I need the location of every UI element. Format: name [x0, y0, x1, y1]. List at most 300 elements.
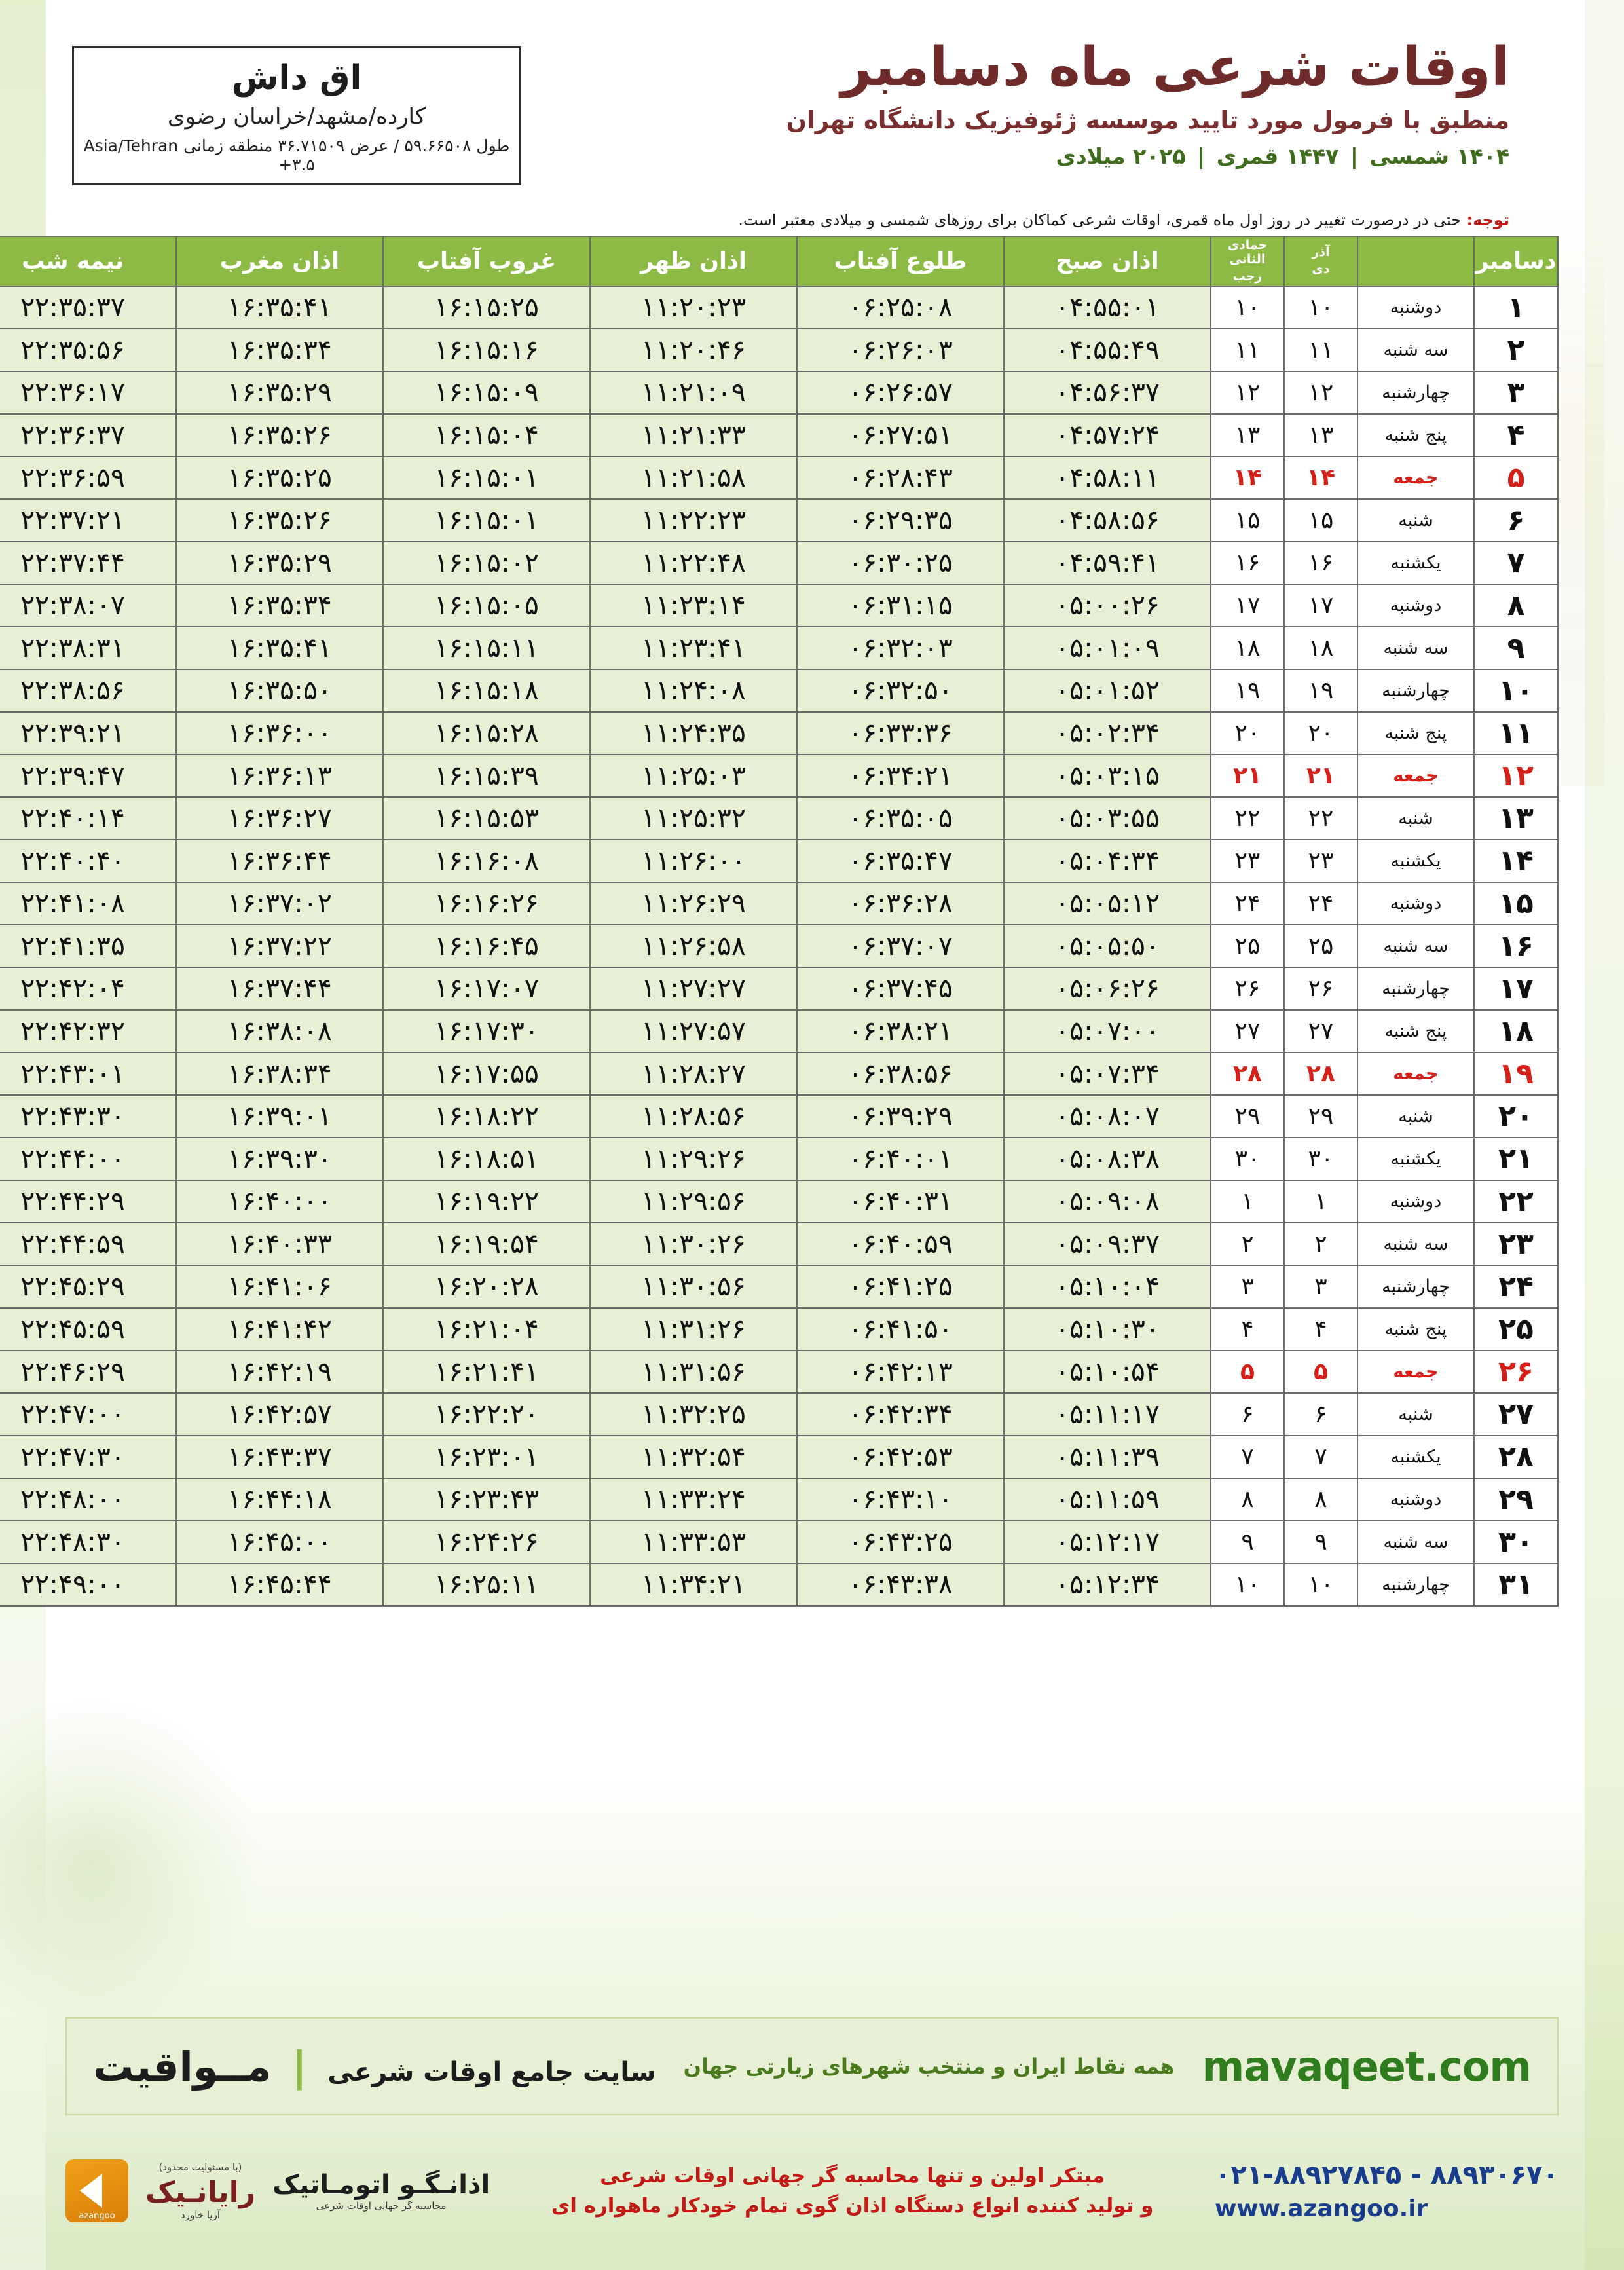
- cell-fajr: ۰۴:۵۹:۴۱: [1004, 542, 1211, 584]
- cell-fajr: ۰۵:۱۲:۳۴: [1004, 1563, 1211, 1606]
- cell-sunset: ۱۶:۲۲:۲۰: [383, 1393, 590, 1436]
- page-subtitle: منطبق با فرمول مورد تایید موسسه ژئوفیزیک دانشگاه تهران: [786, 106, 1509, 135]
- cell-weekday: شنبه: [1357, 1393, 1474, 1436]
- table-header-row: [0, 236, 1558, 286]
- cell-sunset: ۱۶:۱۵:۱۸: [383, 669, 590, 712]
- logo-rayaneek-sub: (با مسئولیت محدود): [158, 2161, 242, 2173]
- cell-sunset: ۱۶:۲۰:۲۸: [383, 1265, 590, 1308]
- table-row: [0, 1563, 1558, 1606]
- year-shamsi: ۱۴۰۴ شمسی: [1369, 143, 1509, 170]
- cell-midnight: ۲۲:۳۹:۴۷: [0, 754, 176, 797]
- logo-rayaneek-title: رایانـیک: [145, 2175, 256, 2209]
- cell-dhuhr: ۱۱:۲۰:۲۳: [590, 286, 797, 329]
- cell-sunset: ۱۶:۱۹:۵۴: [383, 1223, 590, 1265]
- table-row: [0, 840, 1558, 882]
- company-slogan: [490, 2161, 1215, 2222]
- th-maghreb: اذان مغرب: [176, 236, 383, 286]
- cell-qamari: ۲: [1211, 1223, 1284, 1265]
- cell-midnight: ۲۲:۴۷:۰۰: [0, 1393, 176, 1436]
- th-shamsi: [1284, 236, 1357, 286]
- cell-dhuhr: ۱۱:۲۶:۲۹: [590, 882, 797, 925]
- cell-maghrib: ۱۶:۴۲:۵۷: [176, 1393, 383, 1436]
- cell-sunrise: ۰۶:۳۲:۵۰: [797, 669, 1004, 712]
- cell-maghrib: ۱۶:۴۵:۰۰: [176, 1521, 383, 1563]
- cell-dhuhr: ۱۱:۲۸:۲۷: [590, 1052, 797, 1095]
- cell-maghrib: ۱۶:۳۹:۰۱: [176, 1095, 383, 1138]
- cell-midnight: ۲۲:۴۷:۳۰: [0, 1436, 176, 1478]
- cell-fajr: ۰۵:۰۹:۰۸: [1004, 1180, 1211, 1223]
- logo-azangoo-title: اذانـگـو اتومـاتیک: [272, 2170, 490, 2200]
- cell-sunrise: ۰۶:۴۳:۲۵: [797, 1521, 1004, 1563]
- cell-midnight: ۲۲:۴۵:۲۹: [0, 1265, 176, 1308]
- cell-weekday: یکشنبه: [1357, 840, 1474, 882]
- cell-midnight: ۲۲:۴۴:۲۹: [0, 1180, 176, 1223]
- cell-qamari: ۱۰: [1211, 1563, 1284, 1606]
- cell-sunrise: ۰۶:۳۳:۳۶: [797, 712, 1004, 754]
- th-qamari-bot: رجب: [1232, 269, 1263, 284]
- th-shamsi-bot: دی: [1312, 261, 1330, 276]
- cell-shamsi: ۱۴: [1284, 456, 1357, 499]
- cell-sunset: ۱۶:۱۵:۰۱: [383, 499, 590, 542]
- th-sobh: اذان صبح: [1004, 236, 1211, 286]
- logo-rayaneek-tiny: آریا خاورد: [181, 2208, 220, 2221]
- phone-numbers: ۰۲۱-۸۸۹۲۷۸۴۵ - ۸۸۹۳۰۶۷۰: [1215, 2159, 1559, 2190]
- table-row: [0, 1393, 1558, 1436]
- cell-midnight: ۲۲:۴۴:۰۰: [0, 1138, 176, 1180]
- cell-maghrib: ۱۶:۳۵:۲۹: [176, 371, 383, 414]
- prayer-times-table: [0, 236, 1559, 1607]
- cell-shamsi: ۲۵: [1284, 925, 1357, 967]
- cell-sunset: ۱۶:۱۶:۴۵: [383, 925, 590, 967]
- table-row: [0, 1010, 1558, 1052]
- th-dow: [1357, 236, 1474, 286]
- cell-qamari: ۳: [1211, 1265, 1284, 1308]
- table-row: [0, 925, 1558, 967]
- cell-qamari: ۴: [1211, 1308, 1284, 1350]
- cell-shamsi: ۱۷: [1284, 584, 1357, 627]
- cell-day: ۳: [1474, 371, 1558, 414]
- cell-qamari: ۲۰: [1211, 712, 1284, 754]
- brand-tagline: [684, 2054, 1175, 2079]
- cell-day: ۳۱: [1474, 1563, 1558, 1606]
- table-row: [0, 542, 1558, 584]
- cell-fajr: ۰۵:۱۱:۵۹: [1004, 1478, 1211, 1521]
- cell-maghrib: ۱۶:۴۵:۴۴: [176, 1563, 383, 1606]
- cell-qamari: ۷: [1211, 1436, 1284, 1478]
- cell-shamsi: ۱۶: [1284, 542, 1357, 584]
- cell-weekday: شنبه: [1357, 1095, 1474, 1138]
- cell-qamari: ۲۶: [1211, 967, 1284, 1010]
- logo-azangoo-sub: محاسبه گر جهانی اوقات شرعی: [316, 2200, 447, 2212]
- cell-shamsi: ۷: [1284, 1436, 1357, 1478]
- cell-qamari: ۱۷: [1211, 584, 1284, 627]
- cell-qamari: ۸: [1211, 1478, 1284, 1521]
- cell-day: ۲۷: [1474, 1393, 1558, 1436]
- cell-sunrise: ۰۶:۴۰:۳۱: [797, 1180, 1004, 1223]
- footer-bottom: [65, 2135, 1559, 2246]
- brand-separator: |: [292, 2042, 307, 2091]
- year-sep-2: |: [1197, 143, 1206, 170]
- cell-fajr: ۰۵:۱۰:۳۰: [1004, 1308, 1211, 1350]
- cell-day: ۱۱: [1474, 712, 1558, 754]
- brand-name-fa: [93, 2043, 656, 2091]
- cell-fajr: ۰۵:۰۳:۱۵: [1004, 754, 1211, 797]
- table-row: [0, 286, 1558, 329]
- cell-midnight: ۲۲:۴۵:۵۹: [0, 1308, 176, 1350]
- cell-sunset: ۱۶:۱۵:۳۹: [383, 754, 590, 797]
- cell-maghrib: ۱۶:۳۵:۲۹: [176, 542, 383, 584]
- cell-weekday: دوشنبه: [1357, 286, 1474, 329]
- speaker-icon-label: azangoo: [79, 2211, 115, 2221]
- city-region: کارده/مشهد/خراسان رضوی: [167, 103, 426, 130]
- cell-fajr: ۰۵:۰۷:۳۴: [1004, 1052, 1211, 1095]
- cell-weekday: چهارشنبه: [1357, 967, 1474, 1010]
- cell-sunset: ۱۶:۱۵:۰۴: [383, 414, 590, 456]
- cell-qamari: ۱۲: [1211, 371, 1284, 414]
- cell-shamsi: ۱۳: [1284, 414, 1357, 456]
- table-row: [0, 1138, 1558, 1180]
- cell-weekday: چهارشنبه: [1357, 371, 1474, 414]
- cell-day: ۲۱: [1474, 1138, 1558, 1180]
- cell-qamari: ۵: [1211, 1350, 1284, 1393]
- cell-sunset: ۱۶:۱۵:۰۲: [383, 542, 590, 584]
- cell-shamsi: ۲: [1284, 1223, 1357, 1265]
- cell-fajr: ۰۵:۱۰:۰۴: [1004, 1265, 1211, 1308]
- cell-day: ۸: [1474, 584, 1558, 627]
- cell-day: ۲۹: [1474, 1478, 1558, 1521]
- th-ghorub: غروب آفتاب: [383, 236, 590, 286]
- cell-dhuhr: ۱۱:۲۷:۵۷: [590, 1010, 797, 1052]
- cell-qamari: ۲۵: [1211, 925, 1284, 967]
- cell-shamsi: ۸: [1284, 1478, 1357, 1521]
- cell-weekday: جمعه: [1357, 1052, 1474, 1095]
- cell-qamari: ۱۳: [1211, 414, 1284, 456]
- year-sep-1: |: [1350, 143, 1358, 170]
- cell-dhuhr: ۱۱:۲۶:۵۸: [590, 925, 797, 967]
- cell-shamsi: ۲۶: [1284, 967, 1357, 1010]
- cell-midnight: ۲۲:۴۳:۰۱: [0, 1052, 176, 1095]
- cell-fajr: ۰۵:۰۶:۲۶: [1004, 967, 1211, 1010]
- cell-sunrise: ۰۶:۳۸:۵۶: [797, 1052, 1004, 1095]
- cell-qamari: ۱: [1211, 1180, 1284, 1223]
- cell-sunset: ۱۶:۲۴:۲۶: [383, 1521, 590, 1563]
- cell-dhuhr: ۱۱:۲۴:۰۸: [590, 669, 797, 712]
- cell-midnight: ۲۲:۳۶:۳۷: [0, 414, 176, 456]
- page-header: [0, 36, 1624, 229]
- th-nimeshab: نیمه شب: [0, 236, 176, 286]
- cell-qamari: ۱۴: [1211, 456, 1284, 499]
- cell-day: ۱۴: [1474, 840, 1558, 882]
- cell-day: ۶: [1474, 499, 1558, 542]
- brand-name-fa-main: مــواقیت: [93, 2042, 272, 2091]
- cell-shamsi: ۵: [1284, 1350, 1357, 1393]
- cell-sunrise: ۰۶:۳۵:۴۷: [797, 840, 1004, 882]
- cell-dhuhr: ۱۱:۲۹:۵۶: [590, 1180, 797, 1223]
- cell-sunrise: ۰۶:۴۳:۱۰: [797, 1478, 1004, 1521]
- cell-sunrise: ۰۶:۴۰:۵۹: [797, 1223, 1004, 1265]
- cell-midnight: ۲۲:۴۲:۰۴: [0, 967, 176, 1010]
- table-row: [0, 1223, 1558, 1265]
- cell-sunset: ۱۶:۲۳:۰۱: [383, 1436, 590, 1478]
- cell-midnight: ۲۲:۳۶:۵۹: [0, 456, 176, 499]
- cell-fajr: ۰۵:۰۵:۵۰: [1004, 925, 1211, 967]
- cell-qamari: ۱۵: [1211, 499, 1284, 542]
- cell-maghrib: ۱۶:۳۷:۴۴: [176, 967, 383, 1010]
- cell-shamsi: ۲۸: [1284, 1052, 1357, 1095]
- cell-sunrise: ۰۶:۳۷:۴۵: [797, 967, 1004, 1010]
- cell-sunset: ۱۶:۱۵:۵۳: [383, 797, 590, 840]
- cell-fajr: ۰۵:۱۱:۱۷: [1004, 1393, 1211, 1436]
- decor-blob: [0, 1694, 262, 2034]
- table-row: [0, 584, 1558, 627]
- cell-dhuhr: ۱۱:۳۰:۵۶: [590, 1265, 797, 1308]
- cell-maghrib: ۱۶:۳۹:۳۰: [176, 1138, 383, 1180]
- cell-day: ۱: [1474, 286, 1558, 329]
- cell-sunrise: ۰۶:۳۶:۲۸: [797, 882, 1004, 925]
- contact-block: [1215, 2160, 1559, 2222]
- cell-dhuhr: ۱۱:۲۱:۳۳: [590, 414, 797, 456]
- prayer-times-table-wrap: [20, 236, 1559, 1607]
- cell-qamari: ۱۹: [1211, 669, 1284, 712]
- cell-fajr: ۰۵:۰۱:۵۲: [1004, 669, 1211, 712]
- footer-logos: [65, 2159, 490, 2222]
- cell-midnight: ۲۲:۳۵:۳۷: [0, 286, 176, 329]
- cell-midnight: ۲۲:۴۱:۳۵: [0, 925, 176, 967]
- cell-sunset: ۱۶:۱۵:۲۵: [383, 286, 590, 329]
- cell-shamsi: ۲۹: [1284, 1095, 1357, 1138]
- cell-day: ۱۵: [1474, 882, 1558, 925]
- cell-midnight: ۲۲:۳۸:۰۷: [0, 584, 176, 627]
- cell-maghrib: ۱۶:۴۰:۰۰: [176, 1180, 383, 1223]
- cell-fajr: ۰۵:۰۱:۰۹: [1004, 627, 1211, 669]
- table-row: [0, 456, 1558, 499]
- cell-qamari: ۲۱: [1211, 754, 1284, 797]
- brand-name-fa-sub: سایت جامع اوقات شرعی: [327, 2056, 656, 2087]
- th-qamari: [1211, 236, 1284, 286]
- cell-sunset: ۱۶:۱۶:۰۸: [383, 840, 590, 882]
- cell-sunset: ۱۶:۲۱:۴۱: [383, 1350, 590, 1393]
- speaker-icon: [65, 2159, 128, 2222]
- year-qamari: ۱۴۴۷ قمری: [1216, 143, 1339, 170]
- city-coordinates: طول ۵۹.۶۶۵۰۸ / عرض ۳۶.۷۱۵۰۹ منطقه زمانی Asia/Tehran ۳.۵+: [83, 136, 510, 175]
- cell-maghrib: ۱۶:۴۰:۳۳: [176, 1223, 383, 1265]
- cell-maghrib: ۱۶:۳۶:۱۳: [176, 754, 383, 797]
- cell-dhuhr: ۱۱:۲۵:۰۳: [590, 754, 797, 797]
- cell-sunrise: ۰۶:۳۵:۰۵: [797, 797, 1004, 840]
- cell-dhuhr: ۱۱:۲۲:۴۸: [590, 542, 797, 584]
- cell-sunrise: ۰۶:۲۹:۳۵: [797, 499, 1004, 542]
- cell-shamsi: ۲۰: [1284, 712, 1357, 754]
- cell-weekday: چهارشنبه: [1357, 1265, 1474, 1308]
- cell-day: ۲: [1474, 329, 1558, 371]
- th-miladi: دسامبر: [1474, 236, 1558, 286]
- cell-dhuhr: ۱۱:۲۸:۵۶: [590, 1095, 797, 1138]
- cell-fajr: ۰۴:۵۷:۲۴: [1004, 414, 1211, 456]
- cell-fajr: ۰۴:۵۶:۳۷: [1004, 371, 1211, 414]
- cell-dhuhr: ۱۱:۳۳:۲۴: [590, 1478, 797, 1521]
- cell-day: ۲۴: [1474, 1265, 1558, 1308]
- cell-shamsi: ۱۹: [1284, 669, 1357, 712]
- logo-azangoo: [272, 2170, 490, 2212]
- table-row: [0, 1052, 1558, 1095]
- city-info-box: [72, 46, 521, 185]
- cell-sunrise: ۰۶:۲۷:۵۱: [797, 414, 1004, 456]
- cell-shamsi: ۱۰: [1284, 286, 1357, 329]
- note-line: [72, 211, 1509, 229]
- cell-fajr: ۰۵:۰۰:۲۶: [1004, 584, 1211, 627]
- cell-shamsi: ۱۲: [1284, 371, 1357, 414]
- cell-sunrise: ۰۶:۴۲:۳۴: [797, 1393, 1004, 1436]
- cell-sunrise: ۰۶:۳۴:۲۱: [797, 754, 1004, 797]
- cell-weekday: پنج شنبه: [1357, 1010, 1474, 1052]
- cell-dhuhr: ۱۱:۳۰:۲۶: [590, 1223, 797, 1265]
- cell-fajr: ۰۵:۰۳:۵۵: [1004, 797, 1211, 840]
- cell-maghrib: ۱۶:۴۱:۰۶: [176, 1265, 383, 1308]
- cell-weekday: شنبه: [1357, 797, 1474, 840]
- logo-rayaneek: [145, 2161, 255, 2221]
- cell-midnight: ۲۲:۳۷:۴۴: [0, 542, 176, 584]
- cell-qamari: ۱۶: [1211, 542, 1284, 584]
- cell-sunrise: ۰۶:۴۲:۱۳: [797, 1350, 1004, 1393]
- table-row: [0, 1478, 1558, 1521]
- cell-sunset: ۱۶:۱۵:۱۶: [383, 329, 590, 371]
- cell-qamari: ۶: [1211, 1393, 1284, 1436]
- brand-website[interactable]: mavaqeet.com: [1202, 2042, 1531, 2091]
- cell-sunrise: ۰۶:۳۱:۱۵: [797, 584, 1004, 627]
- cell-maghrib: ۱۶:۳۵:۴۱: [176, 627, 383, 669]
- table-row: [0, 754, 1558, 797]
- table-row: [0, 499, 1558, 542]
- cell-midnight: ۲۲:۴۸:۰۰: [0, 1478, 176, 1521]
- table-row: [0, 414, 1558, 456]
- cell-weekday: یکشنبه: [1357, 1138, 1474, 1180]
- cell-weekday: جمعه: [1357, 456, 1474, 499]
- cell-sunset: ۱۶:۱۵:۰۵: [383, 584, 590, 627]
- table-row: [0, 329, 1558, 371]
- cell-weekday: چهارشنبه: [1357, 1563, 1474, 1606]
- cell-sunrise: ۰۶:۴۱:۲۵: [797, 1265, 1004, 1308]
- cell-dhuhr: ۱۱:۲۷:۲۷: [590, 967, 797, 1010]
- cell-weekday: سه شنبه: [1357, 925, 1474, 967]
- cell-maghrib: ۱۶:۳۵:۲۶: [176, 499, 383, 542]
- cell-maghrib: ۱۶:۳۷:۲۲: [176, 925, 383, 967]
- cell-sunrise: ۰۶:۳۲:۰۳: [797, 627, 1004, 669]
- cell-fajr: ۰۴:۵۵:۴۹: [1004, 329, 1211, 371]
- table-row: [0, 1521, 1558, 1563]
- cell-qamari: ۲۲: [1211, 797, 1284, 840]
- cell-weekday: دوشنبه: [1357, 1478, 1474, 1521]
- slogan-line-1: مبتکر اولین و تنها محاسبه گر جهانی اوقات شرعی: [600, 2163, 1105, 2187]
- cell-day: ۱۲: [1474, 754, 1558, 797]
- cell-midnight: ۲۲:۴۲:۳۲: [0, 1010, 176, 1052]
- cell-dhuhr: ۱۱:۳۲:۵۴: [590, 1436, 797, 1478]
- cell-weekday: پنج شنبه: [1357, 414, 1474, 456]
- cell-fajr: ۰۵:۰۲:۳۴: [1004, 712, 1211, 754]
- cell-sunset: ۱۶:۱۷:۰۷: [383, 967, 590, 1010]
- cell-sunset: ۱۶:۱۵:۰۹: [383, 371, 590, 414]
- note-text: حتی در درصورت تغییر در روز اول ماه قمری، اوقات شرعی کماکان برای روزهای شمسی و میلادی معتبر است.: [738, 211, 1462, 229]
- cell-maghrib: ۱۶:۳۶:۲۷: [176, 797, 383, 840]
- city-name: اق داش: [231, 58, 362, 98]
- cell-dhuhr: ۱۱:۲۲:۲۳: [590, 499, 797, 542]
- cell-fajr: ۰۵:۰۴:۳۴: [1004, 840, 1211, 882]
- company-website[interactable]: www.azangoo.ir: [1215, 2195, 1428, 2222]
- cell-dhuhr: ۱۱:۳۴:۲۱: [590, 1563, 797, 1606]
- table-row: [0, 882, 1558, 925]
- cell-qamari: ۹: [1211, 1521, 1284, 1563]
- cell-day: ۱۰: [1474, 669, 1558, 712]
- cell-sunrise: ۰۶:۲۸:۴۳: [797, 456, 1004, 499]
- cell-sunset: ۱۶:۲۵:۱۱: [383, 1563, 590, 1606]
- cell-midnight: ۲۲:۴۱:۰۸: [0, 882, 176, 925]
- table-row: [0, 797, 1558, 840]
- cell-fajr: ۰۴:۵۵:۰۱: [1004, 286, 1211, 329]
- slogan-line-2: و تولید کننده انواع دستگاه اذان گوی تمام خودکار ماهواره ای: [551, 2194, 1154, 2218]
- footer-brand-band: [65, 2017, 1559, 2115]
- cell-shamsi: ۶: [1284, 1393, 1357, 1436]
- cell-shamsi: ۲۴: [1284, 882, 1357, 925]
- cell-midnight: ۲۲:۳۹:۲۱: [0, 712, 176, 754]
- cell-shamsi: ۴: [1284, 1308, 1357, 1350]
- cell-weekday: سه شنبه: [1357, 329, 1474, 371]
- cell-fajr: ۰۵:۱۰:۵۴: [1004, 1350, 1211, 1393]
- cell-qamari: ۲۳: [1211, 840, 1284, 882]
- cell-shamsi: ۱: [1284, 1180, 1357, 1223]
- cell-weekday: پنج شنبه: [1357, 712, 1474, 754]
- cell-dhuhr: ۱۱:۳۱:۵۶: [590, 1350, 797, 1393]
- cell-dhuhr: ۱۱:۲۱:۵۸: [590, 456, 797, 499]
- cell-shamsi: ۱۸: [1284, 627, 1357, 669]
- table-row: [0, 627, 1558, 669]
- cell-fajr: ۰۵:۱۲:۱۷: [1004, 1521, 1211, 1563]
- cell-day: ۱۷: [1474, 967, 1558, 1010]
- cell-day: ۳۰: [1474, 1521, 1558, 1563]
- cell-maghrib: ۱۶:۴۲:۱۹: [176, 1350, 383, 1393]
- cell-sunrise: ۰۶:۴۳:۳۸: [797, 1563, 1004, 1606]
- cell-shamsi: ۹: [1284, 1521, 1357, 1563]
- cell-sunrise: ۰۶:۳۹:۲۹: [797, 1095, 1004, 1138]
- cell-weekday: دوشنبه: [1357, 1180, 1474, 1223]
- cell-midnight: ۲۲:۳۸:۵۶: [0, 669, 176, 712]
- cell-weekday: جمعه: [1357, 754, 1474, 797]
- cell-weekday: یکشنبه: [1357, 542, 1474, 584]
- cell-maghrib: ۱۶:۳۶:۴۴: [176, 840, 383, 882]
- cell-sunset: ۱۶:۱۸:۵۱: [383, 1138, 590, 1180]
- cell-midnight: ۲۲:۴۶:۲۹: [0, 1350, 176, 1393]
- cell-weekday: پنج شنبه: [1357, 1308, 1474, 1350]
- th-tolu: طلوع آفتاب: [797, 236, 1004, 286]
- cell-sunset: ۱۶:۱۵:۰۱: [383, 456, 590, 499]
- cell-dhuhr: ۱۱:۳۳:۵۳: [590, 1521, 797, 1563]
- cell-qamari: ۲۹: [1211, 1095, 1284, 1138]
- cell-day: ۲۰: [1474, 1095, 1558, 1138]
- cell-maghrib: ۱۶:۳۸:۳۴: [176, 1052, 383, 1095]
- th-qamari-top: جمادی الثانی: [1227, 238, 1268, 267]
- cell-sunset: ۱۶:۱۵:۲۸: [383, 712, 590, 754]
- cell-weekday: شنبه: [1357, 499, 1474, 542]
- cell-weekday: سه شنبه: [1357, 627, 1474, 669]
- table-row: [0, 1095, 1558, 1138]
- cell-fajr: ۰۴:۵۸:۵۶: [1004, 499, 1211, 542]
- cell-midnight: ۲۲:۳۵:۵۶: [0, 329, 176, 371]
- cell-day: ۲۶: [1474, 1350, 1558, 1393]
- cell-fajr: ۰۴:۵۸:۱۱: [1004, 456, 1211, 499]
- cell-qamari: ۱۰: [1211, 286, 1284, 329]
- table-row: [0, 712, 1558, 754]
- cell-shamsi: ۱۱: [1284, 329, 1357, 371]
- cell-dhuhr: ۱۱:۲۹:۲۶: [590, 1138, 797, 1180]
- cell-weekday: سه شنبه: [1357, 1521, 1474, 1563]
